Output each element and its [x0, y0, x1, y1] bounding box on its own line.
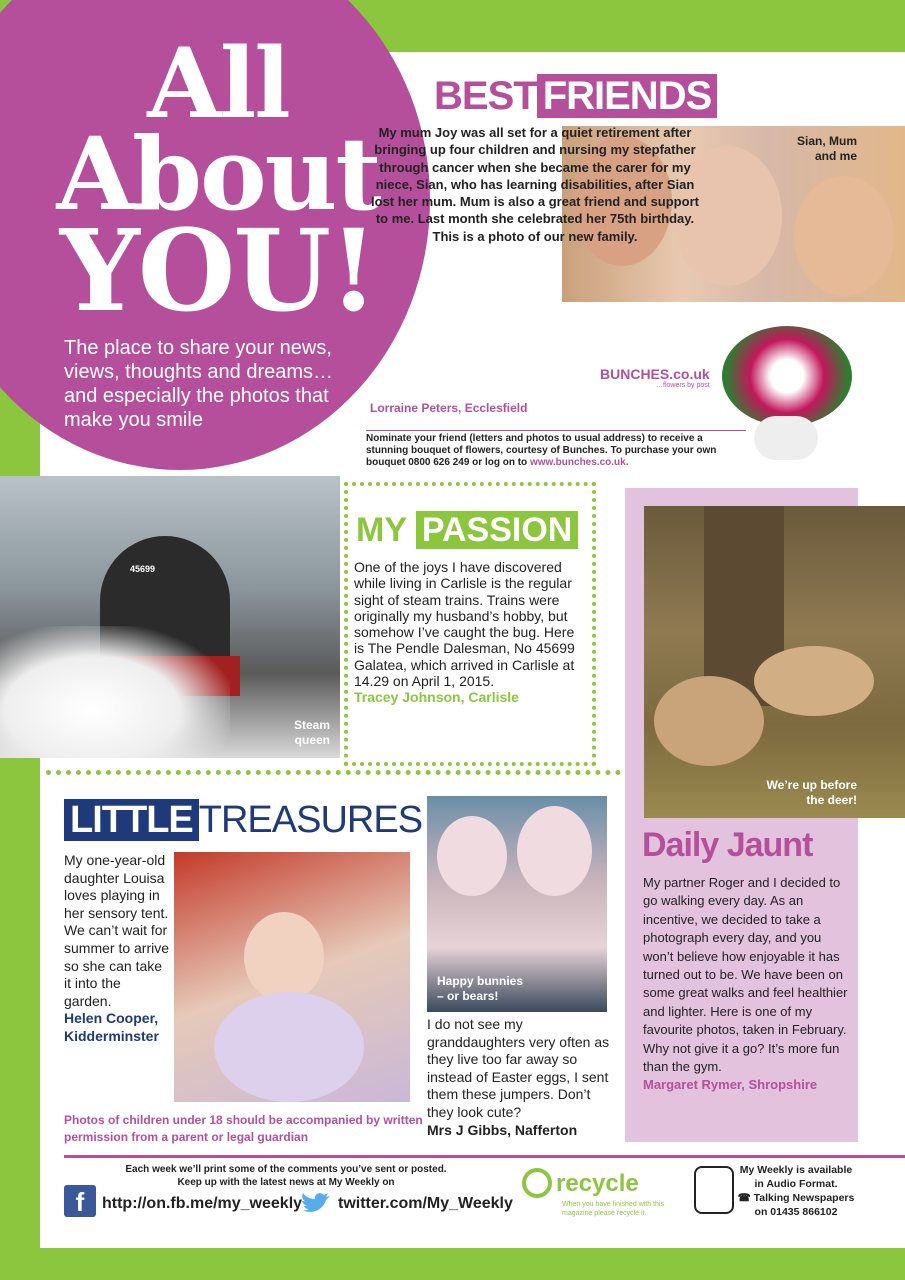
daily-jaunt-heading: Daily Jaunt	[642, 826, 813, 864]
deer-caption	[767, 778, 857, 808]
little-treasures-heading	[64, 798, 422, 842]
recycle-word: recycle	[556, 1170, 639, 1197]
little-treasures-heading-a: LITTLE	[64, 799, 199, 841]
bunnies-body	[427, 1016, 617, 1139]
bunnies-caption	[437, 974, 523, 1004]
dotted-divider	[46, 770, 621, 775]
best-friends-heading-a: BEST	[434, 74, 537, 118]
nominate-body: Nominate your friend (letters and photos to usual address) to receive a stunning bouquet of flowers, courtesy of Bunches. To purchase your own bouquet 0800 626 249 or log on to	[366, 433, 717, 468]
little-treasures-signature-2: Kidderminster	[64, 1027, 159, 1044]
caption-line: Happy bunnies	[437, 974, 524, 988]
little-treasures-signature-1: Helen Cooper,	[64, 1010, 159, 1027]
audio-line-2: in Audio Format.	[754, 1178, 838, 1190]
face-shape	[794, 176, 894, 296]
my-passion-heading	[356, 508, 578, 552]
bunches-tagline: …flowers by post	[656, 382, 710, 389]
bunches-logo-text: BUNCHES.co.uk	[600, 366, 710, 382]
little-treasures-heading-b: TREASURES	[198, 799, 423, 841]
my-passion-body	[354, 559, 582, 706]
best-friends-heading	[434, 72, 717, 120]
deer-shape	[754, 646, 874, 716]
baby-body-shape	[214, 992, 364, 1102]
best-friends-body: My mum Joy was all set for a quiet retirement after bringing up four children and nursing my stepfather through cancer when she became the carer for my niece, Sian, who has learning disabilities, after Sian lost her mum. Mum is also a great friend and support to me. Last month she celebrated her 75th birthday. This is a photo of our new family.	[371, 125, 699, 244]
caption-line: and me	[814, 149, 857, 163]
vase-shape	[754, 416, 818, 460]
deer-photo	[644, 506, 905, 818]
recycle-icon	[522, 1168, 552, 1198]
steam-train-photo	[0, 476, 340, 758]
nominate-text	[366, 430, 746, 469]
audio-line-3: ☎ Talking Newspapers	[737, 1192, 855, 1204]
child-shape	[437, 816, 507, 896]
caption-line: Sian, Mum	[796, 134, 857, 148]
baby-photo	[174, 852, 410, 1102]
deer-shape	[654, 676, 764, 766]
caption-line: – or bears!	[437, 989, 499, 1003]
little-treasures-body	[64, 852, 172, 1046]
bunnies-photo	[427, 796, 607, 1012]
daily-jaunt-signature: Margaret Rymer, Shropshire	[643, 1077, 818, 1093]
caption-line: We’re up before	[766, 778, 857, 792]
my-passion-text: One of the joys I have discovered while living in Carlisle is the regular sight of steam trains. Trains were originally my husband’s hobby, but somehow I’ve caught the bug. Here is The Pendle Dalesman, No 45699 Galatea, which arrived in Carlisle at 14.29 on April 1, 2015.	[354, 559, 575, 690]
bouquet-shape	[722, 326, 852, 426]
masthead-line-3: YOU!	[59, 206, 377, 338]
my-passion-heading-a: MY	[356, 511, 407, 549]
talking-newspapers-icon	[694, 1166, 734, 1214]
bunnies-text: I do not see my granddaughters very often as they live too far away so instead of Easter eggs, I sent them these jumpers. Don’t they look cute?	[427, 1016, 610, 1120]
bunnies-signature: Mrs J Gibbs, Nafferton	[427, 1121, 578, 1138]
daily-jaunt-text: My partner Roger and I decided to go walking every day. As an incentive, we decided to take a photograph every day, and you won’t believe how enjoyable it has turned out to be. We have been on some great walks and feel healthier and lighter. Here is one of my favourite photos, taken in February. Why not give it a go? It’s more fun than the gym.	[643, 875, 848, 1075]
permission-note: Photos of children under 18 should be accompanied by written permission from a parent or legal guardian	[64, 1113, 423, 1144]
caption-line: queen	[294, 733, 330, 747]
twitter-link[interactable]: twitter.com/My_Weekly	[338, 1195, 513, 1212]
little-treasures-text: My one-year-old daughter Louisa loves playing in her sensory tent. We can’t wait for summer to arrive so she can take it into the garden.	[64, 852, 170, 1009]
footer-divider	[64, 1155, 905, 1158]
audio-line-4: on 01435 866102	[754, 1206, 838, 1218]
footer-line-2: Keep up with the latest news at My Weekly on	[177, 1177, 395, 1188]
audio-format-info	[736, 1163, 856, 1219]
best-friends-caption	[797, 134, 857, 164]
best-friends-heading-b: FRIENDS	[537, 74, 718, 118]
bunches-logo	[600, 366, 710, 389]
my-passion-heading-b: PASSION	[416, 511, 579, 549]
train-caption	[294, 718, 330, 748]
best-friends-signature: Lorraine Peters, Ecclesfield	[370, 401, 528, 415]
masthead-tagline: The place to share your news, views, thoughts and dreams… and especially the photos that make you smile	[64, 337, 334, 431]
footer-line-1: Each week we’ll print some of the comments you’ve sent or posted.	[125, 1164, 447, 1175]
facebook-link[interactable]: http://on.fb.me/my_weekly	[102, 1195, 303, 1212]
facebook-icon[interactable]: f	[64, 1185, 96, 1217]
footer-message	[66, 1163, 506, 1189]
child-shape	[517, 806, 592, 896]
daily-jaunt-body	[643, 874, 853, 1095]
bunches-link[interactable]: www.bunches.co.uk.	[529, 457, 629, 468]
recycle-note: When you have finished with this magazine please recycle it.	[562, 1201, 664, 1217]
baby-face-shape	[244, 912, 324, 1002]
audio-line-1: My Weekly is available	[739, 1164, 853, 1176]
loco-number: 45699	[130, 564, 156, 574]
masthead-line-1: All	[147, 27, 289, 140]
steam-cloud	[0, 626, 230, 758]
caption-line: the deer!	[806, 793, 857, 807]
masthead-title	[28, 27, 408, 338]
twitter-bird-icon[interactable]	[300, 1190, 332, 1221]
masthead-line-2: About	[56, 115, 380, 234]
my-passion-signature: Tracey Johnson, Carlisle	[354, 689, 519, 706]
caption-line: Steam	[293, 718, 330, 732]
